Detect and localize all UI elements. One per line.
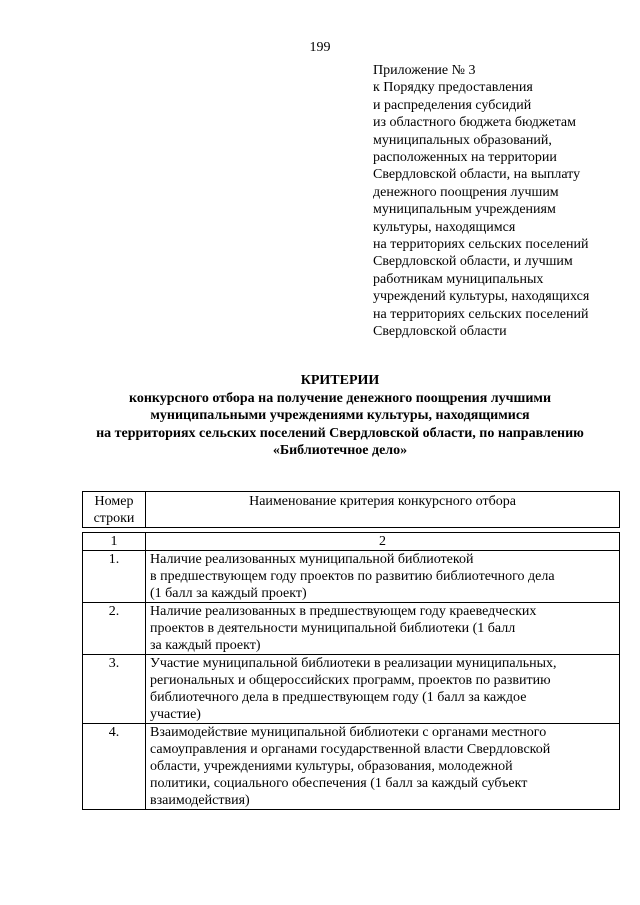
column-number: 1: [83, 533, 146, 551]
appendix-line: муниципальных образований,: [373, 132, 552, 148]
criterion-line: самоуправления и органами государственной власти Свердловской: [150, 742, 551, 757]
heading-line: на территориях сельских поселений Свердловской области, по направлению: [96, 425, 584, 441]
row-number: 4.: [83, 724, 146, 810]
heading-line: муниципальными учреждениями культуры, находящимися: [150, 408, 530, 423]
criterion-line: Наличие реализованных в предшествующем году краеведческих: [150, 604, 537, 619]
appendix-line: учреждений культуры, находящихся: [373, 289, 590, 305]
table-header-row: [83, 492, 620, 528]
column-numbers-row: [83, 533, 620, 551]
criterion-line: Взаимодействие муниципальной библиотеки с органами местного: [150, 725, 547, 740]
document-heading: [40, 372, 640, 460]
criterion-line: за каждый проект): [150, 638, 261, 653]
appendix-line: и распределения субсидий: [373, 97, 532, 113]
criterion-line: региональных и общероссийских программ, проектов по развитию: [150, 673, 551, 688]
criteria-table: [82, 532, 620, 810]
criterion-cell: [146, 724, 620, 810]
criterion-line: участие): [150, 707, 201, 722]
heading-line: «Библиотечное дело»: [272, 443, 408, 458]
criterion-line: политики, социального обеспечения (1 балл за каждый субъект: [150, 776, 528, 791]
heading-line: конкурсного отбора на получение денежного поощрения лучшими: [128, 390, 552, 406]
table-row: [83, 551, 620, 603]
column-number: 2: [146, 533, 620, 551]
appendix-block: [373, 62, 633, 341]
row-number: 3.: [83, 655, 146, 724]
row-number: 1.: [83, 551, 146, 603]
appendix-line: Свердловской области: [373, 324, 507, 340]
appendix-line: работникам муниципальных: [373, 271, 544, 287]
appendix-line: культуры, находящимся: [373, 219, 516, 235]
header-num-line: строки: [93, 511, 135, 526]
appendix-line: Приложение № 3: [373, 63, 476, 78]
criterion-cell: [146, 603, 620, 655]
appendix-line: на территориях сельских поселений: [373, 237, 589, 253]
appendix-line: Свердловской области, и лучшим: [373, 254, 573, 270]
header-num-line: Номер: [94, 494, 134, 509]
appendix-line: муниципальным учреждениям: [373, 202, 556, 218]
table-row: [83, 655, 620, 724]
criteria-table-header: [82, 491, 620, 528]
table-row: [83, 724, 620, 810]
criterion-line: библиотечного дела в предшествующем году (1 балл за каждое: [150, 690, 527, 705]
criterion-line: (1 балл за каждый проект): [150, 586, 307, 601]
heading-title: КРИТЕРИИ: [300, 373, 380, 388]
appendix-line: на территориях сельских поселений: [373, 306, 589, 322]
header-name-cell: Наименование критерия конкурсного отбора: [146, 492, 620, 528]
appendix-line: Свердловской области, на выплату: [373, 167, 581, 183]
criterion-line: области, учреждениями культуры, образования, молодежной: [150, 759, 513, 774]
criterion-line: проектов в деятельности муниципальной библиотеки (1 балл: [150, 621, 516, 636]
criterion-cell: [146, 551, 620, 603]
row-number: 2.: [83, 603, 146, 655]
appendix-line: расположенных на территории: [373, 150, 557, 166]
criterion-line: Наличие реализованных муниципальной библиотекой: [150, 552, 474, 567]
page-number: 199: [309, 40, 331, 55]
criterion-line: в предшествующем году проектов по развитию библиотечного дела: [150, 569, 555, 584]
table-row: [83, 603, 620, 655]
criterion-cell: [146, 655, 620, 724]
appendix-line: денежного поощрения лучшим: [373, 184, 559, 200]
criterion-line: взаимодействия): [150, 793, 250, 808]
appendix-line: из областного бюджета бюджетам: [373, 115, 576, 131]
criterion-line: Участие муниципальной библиотеки в реализации муниципальных,: [150, 656, 557, 671]
appendix-line: к Порядку предоставления: [373, 80, 533, 96]
header-num-cell: [83, 492, 146, 528]
